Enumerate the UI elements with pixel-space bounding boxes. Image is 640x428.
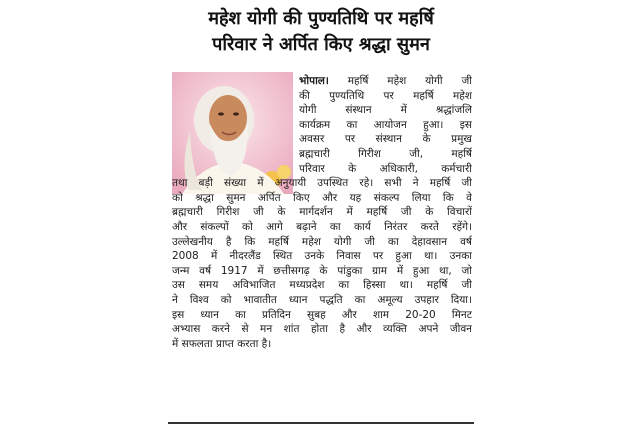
body-line: इस ध्यान का प्रतिदिन सुबह और शाम 20-20 मिनट xyxy=(172,308,472,321)
newspaper-clipping xyxy=(168,2,474,426)
body-line: ने विश्व को भावातीत ध्यान पद्धति का अमूल्य उपहार दिया। xyxy=(172,293,472,306)
body-line: और संकल्पों को आगे बढ़ाने का कार्य निरंतर करते रहेंगे। xyxy=(172,220,472,233)
body-line: को श्रद्धा सुमन अर्पित किए और यह संकल्प लिया कि वे xyxy=(172,191,472,204)
dateline: भोपाल। xyxy=(299,75,329,87)
body-line: योगी संस्थान में श्रद्धांजलि xyxy=(299,104,472,117)
body-line: 2008 में नीदरलैंड स्थित उनके निवास पर हुआ था। उनका xyxy=(172,250,472,263)
body-line: उस समय अविभाजित मध्यप्रदेश का हिस्सा था। महर्षि जी xyxy=(172,279,472,292)
bottom-rule xyxy=(168,422,474,424)
body-line: भोपाल। महर्षि महेश योगी जी xyxy=(299,75,472,87)
body-line: अभ्यास करने से मन शांत होता है और व्यक्ति अपने जीवन xyxy=(172,323,472,336)
body-line: ब्रह्मचारी गिरीश जी, महर्षि xyxy=(299,147,472,160)
body-line: में सफलता प्राप्त करता है। xyxy=(172,337,272,350)
headline-line-2: परिवार ने अर्पित किए श्रद्धा सुमन xyxy=(212,34,430,55)
body-line: कार्यक्रम का आयोजन हुआ। इस xyxy=(299,118,472,131)
headline xyxy=(168,6,474,58)
body-line: तथा बड़ी संख्या में अनुयायी उपस्थित रहे। सभी ने महर्षि जी xyxy=(172,177,472,190)
body-line: की पुण्यतिथि पर महर्षि महेश xyxy=(299,89,472,102)
body-line: अवसर पर संस्थान के प्रमुख xyxy=(299,133,472,146)
body-line: परिवार के अधिकारी, कर्मचारी xyxy=(299,162,472,175)
article-body xyxy=(172,74,472,351)
body-line: ब्रह्मचारी गिरीश जी के मार्गदर्शन में महर्षि जी के विचारों xyxy=(172,206,472,219)
body-line: उल्लेखनीय है कि महर्षि महेश योगी जी का देहावसान वर्ष xyxy=(172,235,472,248)
body-line: जन्म वर्ष 1917 में छत्तीसगढ़ के पांडुका ग्राम में हुआ था, जो xyxy=(172,264,472,277)
headline-line-1: महेश योगी की पुण्यतिथि पर महर्षि xyxy=(208,8,434,29)
